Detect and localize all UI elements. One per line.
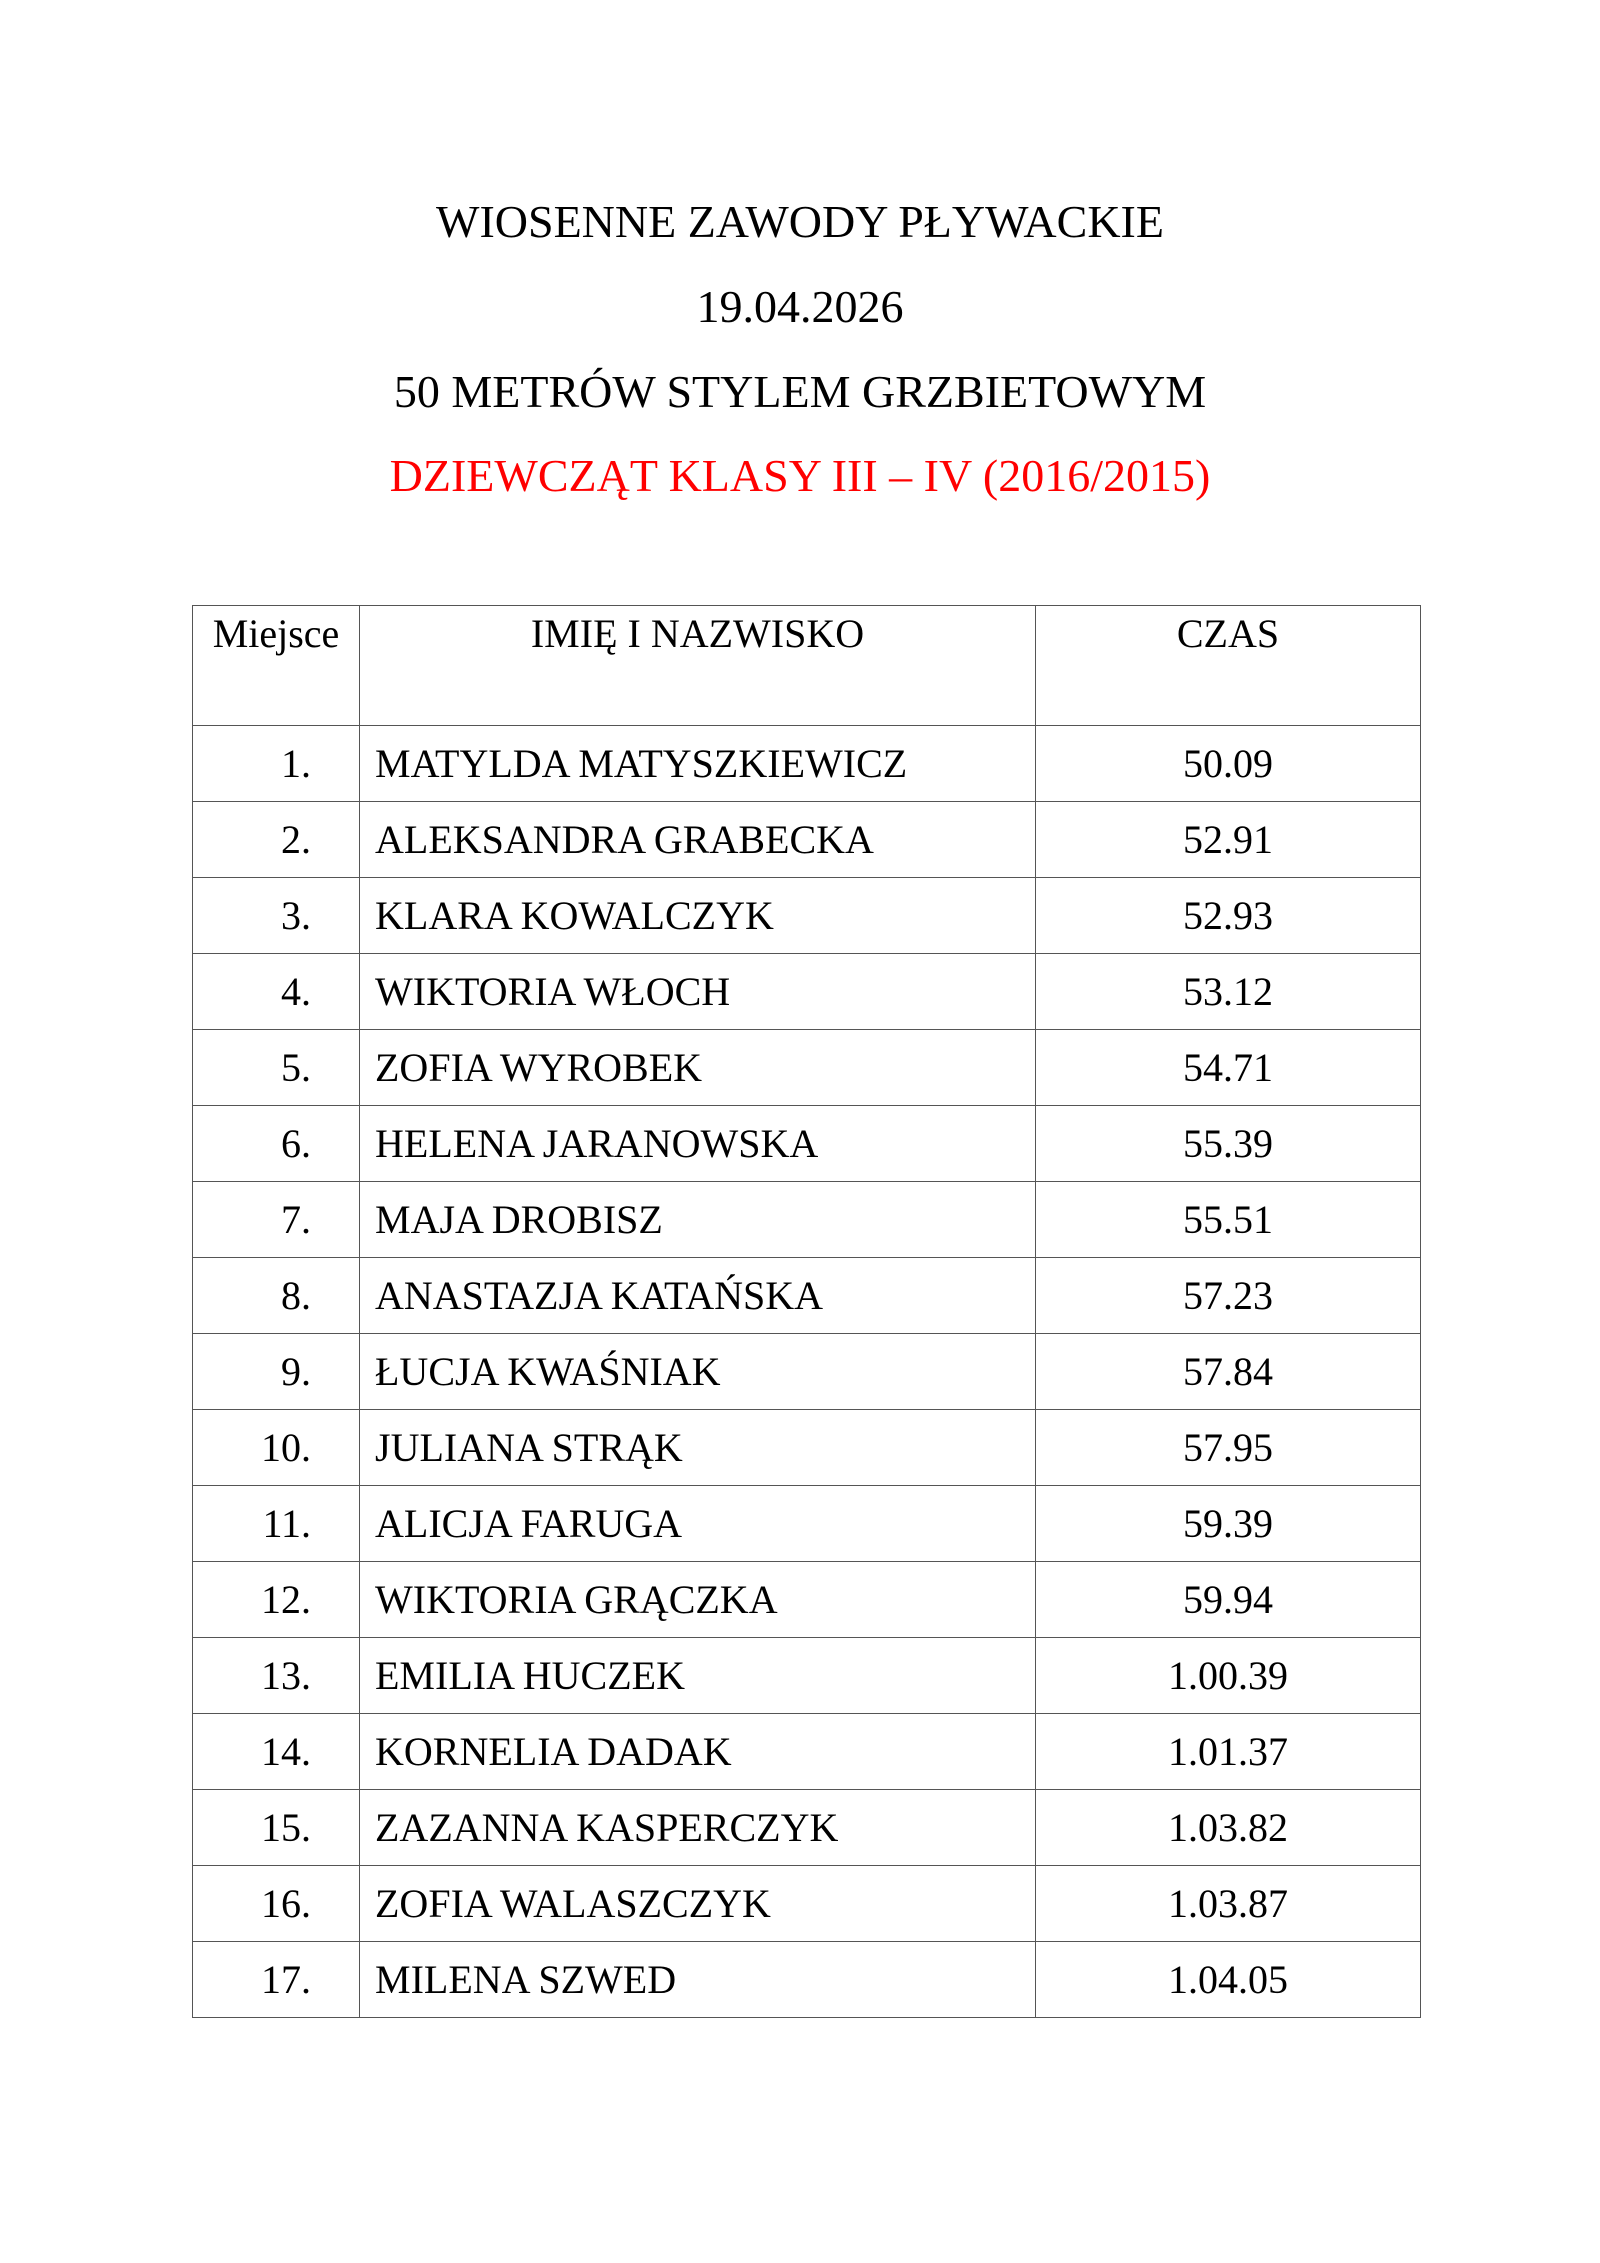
name-cell: MATYLDA MATYSZKIEWICZ: [360, 726, 1036, 802]
name-cell: ALICJA FARUGA: [360, 1486, 1036, 1562]
name-cell: MAJA DROBISZ: [360, 1182, 1036, 1258]
table-row: [193, 1790, 1421, 1866]
name-cell: WIKTORIA WŁOCH: [360, 954, 1036, 1030]
time-cell: 52.91: [1036, 802, 1421, 878]
place-cell: 9.: [193, 1334, 360, 1410]
results-table: [192, 605, 1421, 2018]
competition-date: 19.04.2026: [696, 281, 904, 332]
place-cell: 16.: [193, 1866, 360, 1942]
time-cell: 59.39: [1036, 1486, 1421, 1562]
time-cell: 1.03.82: [1036, 1790, 1421, 1866]
name-cell: ZAZANNA KASPERCZYK: [360, 1790, 1036, 1866]
table-row: [193, 802, 1421, 878]
time-cell: 52.93: [1036, 878, 1421, 954]
table-row: [193, 878, 1421, 954]
table-row: [193, 1942, 1421, 2018]
name-cell: ALEKSANDRA GRABECKA: [360, 802, 1036, 878]
place-cell: 5.: [193, 1030, 360, 1106]
table-row: [193, 954, 1421, 1030]
table-row: [193, 1106, 1421, 1182]
place-cell: 1.: [193, 726, 360, 802]
place-cell: 7.: [193, 1182, 360, 1258]
time-cell: 50.09: [1036, 726, 1421, 802]
event-name: 50 METRÓW STYLEM GRZBIETOWYM: [393, 366, 1207, 417]
time-cell: 57.23: [1036, 1258, 1421, 1334]
table-row: [193, 1486, 1421, 1562]
name-cell: ANASTAZJA KATAŃSKA: [360, 1258, 1036, 1334]
table-row: [193, 726, 1421, 802]
place-cell: 8.: [193, 1258, 360, 1334]
name-cell: WIKTORIA GRĄCZKA: [360, 1562, 1036, 1638]
name-cell: MILENA SZWED: [360, 1942, 1036, 2018]
time-cell: 59.94: [1036, 1562, 1421, 1638]
name-cell: JULIANA STRĄK: [360, 1410, 1036, 1486]
table-row: [193, 1866, 1421, 1942]
time-cell: 57.84: [1036, 1334, 1421, 1410]
time-cell: 1.03.87: [1036, 1866, 1421, 1942]
name-cell: KORNELIA DADAK: [360, 1714, 1036, 1790]
place-cell: 12.: [193, 1562, 360, 1638]
place-cell: 11.: [193, 1486, 360, 1562]
place-cell: 10.: [193, 1410, 360, 1486]
column-header-place: Miejsce: [193, 606, 360, 726]
time-cell: 55.39: [1036, 1106, 1421, 1182]
table-row: [193, 1714, 1421, 1790]
table-row: [193, 1638, 1421, 1714]
table-row: [193, 1030, 1421, 1106]
name-cell: ZOFIA WYROBEK: [360, 1030, 1036, 1106]
place-cell: 17.: [193, 1942, 360, 2018]
place-cell: 3.: [193, 878, 360, 954]
name-cell: ZOFIA WALASZCZYK: [360, 1866, 1036, 1942]
time-cell: 1.01.37: [1036, 1714, 1421, 1790]
time-cell: 55.51: [1036, 1182, 1421, 1258]
time-cell: 1.04.05: [1036, 1942, 1421, 2018]
time-cell: 53.12: [1036, 954, 1421, 1030]
table-row: [193, 1258, 1421, 1334]
time-cell: 54.71: [1036, 1030, 1421, 1106]
time-cell: 1.00.39: [1036, 1638, 1421, 1714]
table-header-row: [193, 606, 1421, 726]
table-row: [193, 1182, 1421, 1258]
place-cell: 4.: [193, 954, 360, 1030]
table-row: [193, 1410, 1421, 1486]
place-cell: 15.: [193, 1790, 360, 1866]
category-label: DZIEWCZĄT KLASY III – IV (2016/2015): [389, 450, 1211, 501]
place-cell: 14.: [193, 1714, 360, 1790]
place-cell: 13.: [193, 1638, 360, 1714]
competition-title: WIOSENNE ZAWODY PŁYWACKIE: [436, 196, 1164, 247]
table-row: [193, 1334, 1421, 1410]
name-cell: ŁUCJA KWAŚNIAK: [360, 1334, 1036, 1410]
name-cell: HELENA JARANOWSKA: [360, 1106, 1036, 1182]
time-cell: 57.95: [1036, 1410, 1421, 1486]
column-header-name: IMIĘ I NAZWISKO: [360, 606, 1036, 726]
name-cell: KLARA KOWALCZYK: [360, 878, 1036, 954]
place-cell: 2.: [193, 802, 360, 878]
place-cell: 6.: [193, 1106, 360, 1182]
column-header-time: CZAS: [1036, 606, 1421, 726]
name-cell: EMILIA HUCZEK: [360, 1638, 1036, 1714]
table-row: [193, 1562, 1421, 1638]
